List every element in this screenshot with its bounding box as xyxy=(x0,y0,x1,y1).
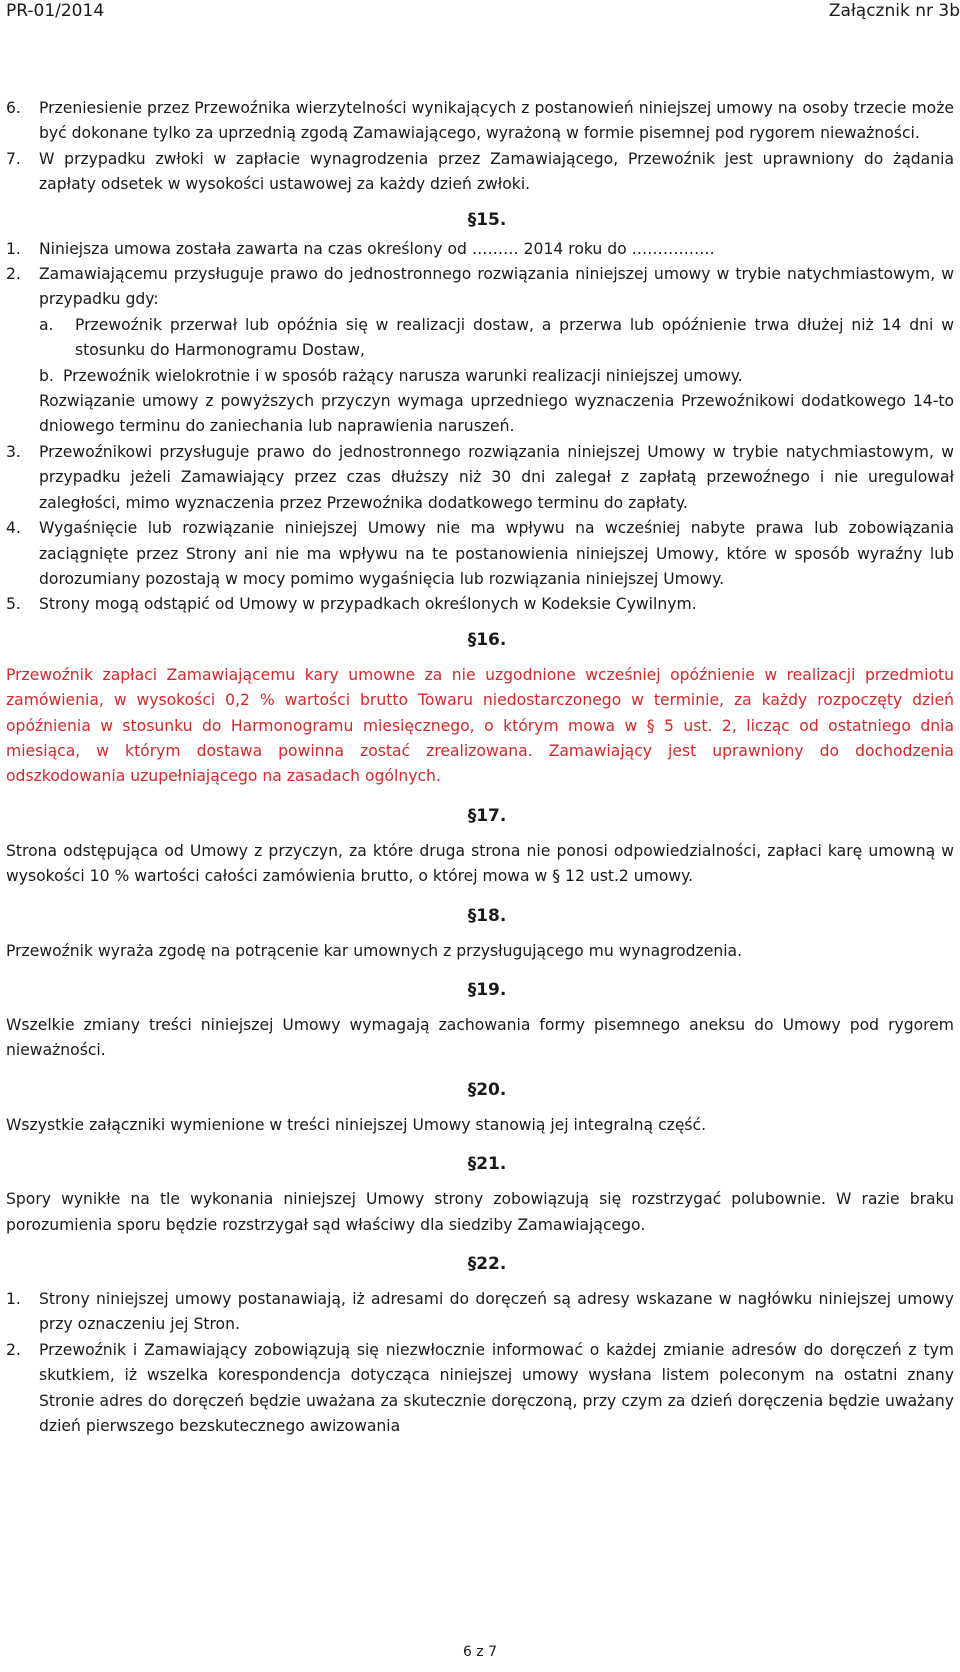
item-text: Przeniesienie przez Przewoźnika wierzytelności wynikających z postanowień niniejszej umowy na osoby trzecie może być dokonane tylko za uprzednią zgodą Zamawiającego, wyrażoną w formie pisemnej pod rygorem nieważności. xyxy=(39,99,954,143)
section-20-text: Wszystkie załączniki wymienione w treści niniejszej Umowy stanowią jej integralną część. xyxy=(6,1115,707,1134)
attachment-label: Załącznik nr 3b xyxy=(828,1,960,21)
section-17-text: Strona odstępująca od Umowy z przyczyn, za które druga strona nie ponosi odpowiedzialności, zapłaci karę umowną w wysokości 10 % wartości całości zamówienia brutto, o której mowa w § 12 ust.2 umowy. xyxy=(6,841,954,886)
item-number: 2. xyxy=(6,265,21,284)
doc-number: PR-01/2014 xyxy=(6,1,105,21)
item-text: Zamawiającemu przysługuje prawo do jednostronnego rozwiązania niniejszej umowy w trybie natychmiastowym, w przypadku gdy: xyxy=(39,265,954,309)
item-text: Niniejsza umowa została zawarta na czas określony od ……… 2014 roku do ……………. xyxy=(39,239,715,258)
clause-item-7 xyxy=(6,147,954,198)
s22-item-2 xyxy=(6,1338,954,1440)
s15-sub-a xyxy=(6,313,954,364)
item-text: Przewoźnikowi przysługuje prawo do jednostronnego rozwiązania niniejszej Umowy w trybie natychmiastowym, w przypadku jeżeli Zamawiający przez czas dłuższy niż 30 dni zalegał z zapłatą przewoźnego i nie uregulował zaległości, mimo wyznaczenia przez Przewoźnika dodatkowego terminu do zapłaty. xyxy=(39,442,954,512)
clause-item-6 xyxy=(6,96,954,147)
item-text: Wygaśnięcie lub rozwiązanie niniejszej Umowy nie ma wpływu na wcześniej nabyte prawa lub zobowiązania zaciągnięte przez Strony ani nie ma wpływu na te postanowienia niniejszej Umowy, które w sposób wyraźny lub dorozumiany pozostają w mocy pomimo wygaśnięcia lub rozwiązania niniejszej Umowy. xyxy=(39,519,954,588)
s22-item-1 xyxy=(6,1287,954,1338)
document-body xyxy=(6,96,954,1439)
s15-item-3 xyxy=(6,440,954,516)
section-19-text: Wszelkie zmiany treści niniejszej Umowy wymagają zachowania formy pisemnego aneksu do Umowy pod rygorem nieważności. xyxy=(6,1015,954,1060)
s15-item-1 xyxy=(6,237,954,262)
item-number: 7. xyxy=(6,149,21,168)
item-number: 4. xyxy=(6,519,21,538)
sub-text: Przewoźnik przerwał lub opóźnia się w realizacji dostaw, a przerwa lub opóźnienie trwa dłużej niż 14 dni w stosunku do Harmonogramu Dostaw, xyxy=(75,315,954,360)
page-number: 6 z 7 xyxy=(462,1644,498,1660)
sub-letter: b. xyxy=(39,366,54,385)
section-21-title: §21. xyxy=(467,1154,507,1175)
section-21-text: Spory wynikłe na tle wykonania niniejszej Umowy strony zobowiązują się rozstrzygać polubownie. W razie braku porozumienia sporu będzie rozstrzygał sąd właściwy dla siedziby Zamawiającego. xyxy=(6,1190,954,1234)
section-17-title: §17. xyxy=(467,805,507,826)
item-number: 1. xyxy=(6,1290,21,1308)
item-number: 1. xyxy=(6,239,21,258)
section-19-title: §19. xyxy=(467,979,507,1000)
section-22-title: §22. xyxy=(467,1254,507,1274)
page-header xyxy=(0,0,960,22)
s15-sub-b xyxy=(6,364,954,389)
item-number: 3. xyxy=(6,442,21,461)
section-16-text: Przewoźnik zapłaci Zamawiającemu kary umowne za nie uzgodnione wcześniej opóźnienie w realizacji przedmiotu zamówienia, w wysokości 0,2 % wartości brutto Towaru niedostarczonego w terminie, za każdy rozpoczęty dzień opóźnienia w stosunku do Harmonogramu miesięcznego, o którym mowa w § 5 ust. 2, licząc od ostatniego dnia miesiąca, w którym dostawa powinna zostać zrealizowana. Zamawiający jest uprawniony do dochodzenia odszkodowania uzupełniającego na zasadach ogólnych. xyxy=(6,665,954,786)
section-18-text: Przewoźnik wyraża zgodę na potrącenie kar umownych z przysługującego mu wynagrodzenia. xyxy=(6,941,743,960)
sub-text: Przewoźnik wielokrotnie i w sposób rażący narusza warunki realizacji niniejszej umowy. xyxy=(63,366,743,385)
section-20-title: §20. xyxy=(467,1079,507,1100)
item-text: W przypadku zwłoki w zapłacie wynagrodzenia przez Zamawiającego, Przewoźnik jest uprawniony do żądania zapłaty odsetek w wysokości ustawowej za każdy dzień zwłoki. xyxy=(39,149,954,194)
s15-item-2 xyxy=(6,262,954,313)
item-text: Strony niniejszej umowy postanawiają, iż adresami do doręczeń są adresy wskazane w nagłówku niniejszej umowy przy oznaczeniu jej Stron. xyxy=(39,1290,954,1334)
sub-letter: a. xyxy=(39,315,54,334)
item-number: 6. xyxy=(6,99,21,117)
item-number: 2. xyxy=(6,1340,21,1359)
section-15-title: §15. xyxy=(467,209,507,230)
section-16-title: §16. xyxy=(467,629,507,650)
item-text: Przewoźnik i Zamawiający zobowiązują się niezwłocznie informować o każdej zmianie adresów do doręczeń z tym skutkiem, iż wszelka korespondencja dotycząca niniejszej umowy wysłana listem poleconym na ostatni znany Stronie adres do doręczeń będzie uważana za skutecznie doręczoną, przy czym za dzień doręczenia będzie uważany dzień pierwszego bezskutecznego awizowania xyxy=(39,1340,954,1436)
s15-item-5 xyxy=(6,592,954,617)
s15-item-2-continuation: Rozwiązanie umowy z powyższych przyczyn wymaga uprzedniego wyznaczenia Przewoźnikowi dodatkowego 14-to dniowego terminu do zaniechania lub naprawienia naruszeń. xyxy=(39,392,954,436)
section-18-title: §18. xyxy=(467,905,507,926)
item-text: Strony mogą odstąpić od Umowy w przypadkach określonych w Kodeksie Cywilnym. xyxy=(39,595,697,614)
item-number: 5. xyxy=(6,595,21,614)
s15-item-4 xyxy=(6,516,954,592)
